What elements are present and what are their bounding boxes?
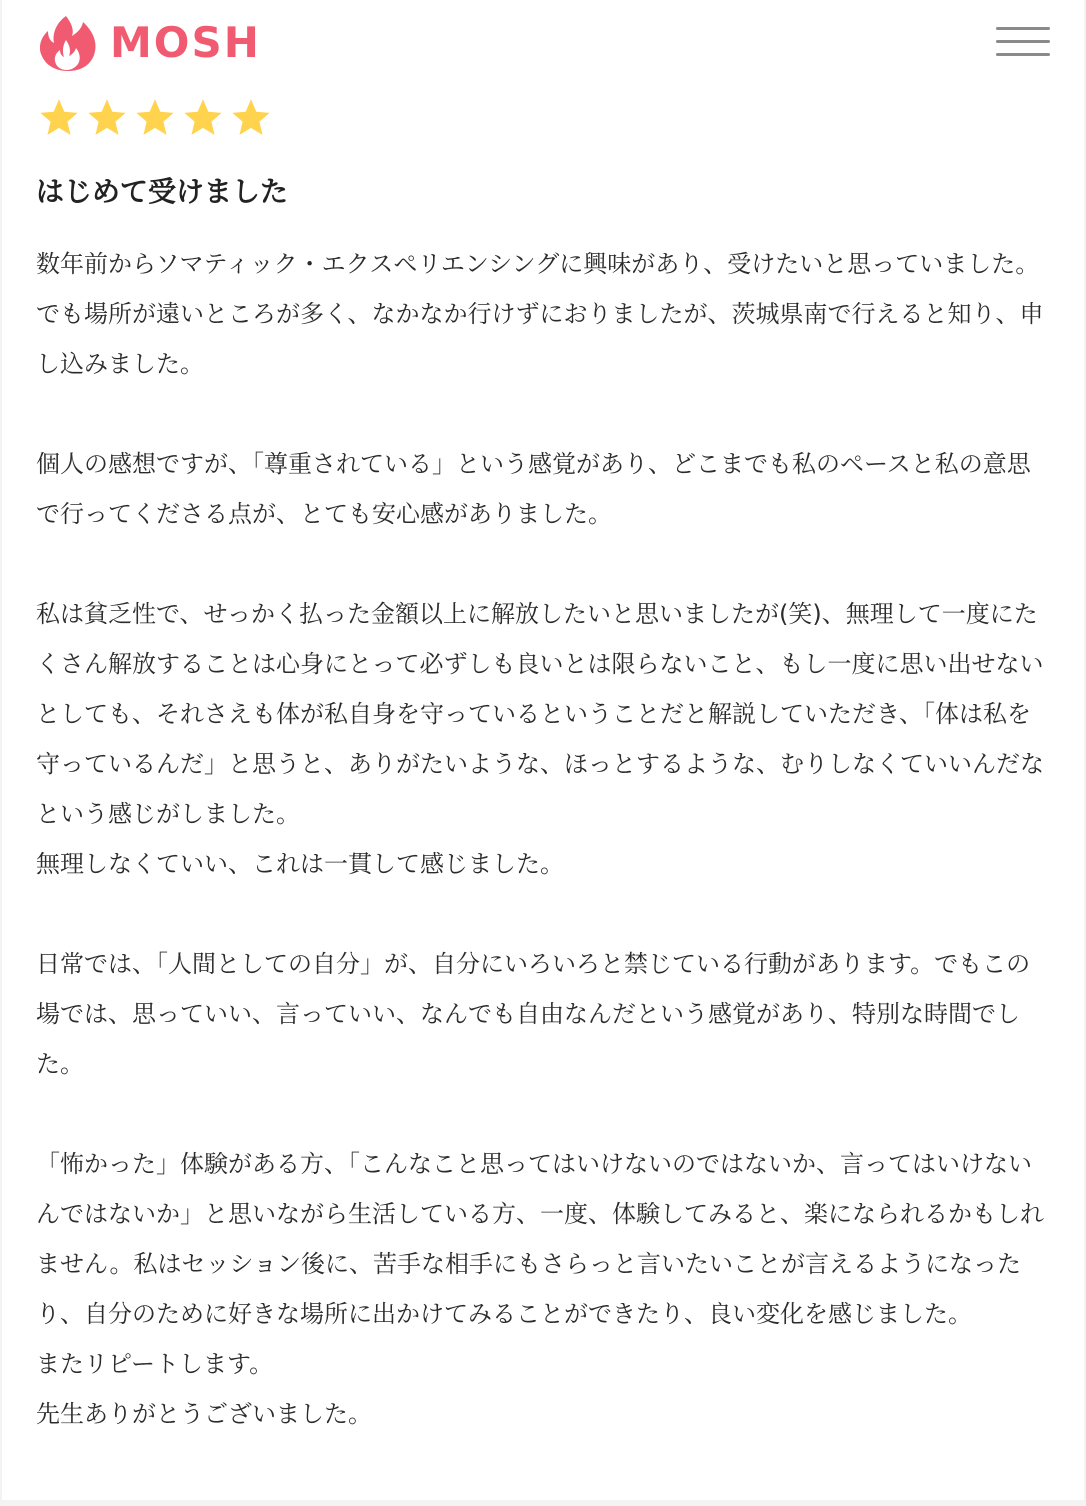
header	[2, 0, 1084, 90]
star-icon	[180, 96, 226, 140]
review-paragraph: またリピートします。	[36, 1350, 274, 1378]
star-icon	[132, 96, 178, 140]
review-title: はじめて受けました	[36, 175, 289, 208]
review-paragraph: 私は貧乏性で、せっかく払った金額以上に解放したいと思いましたが(笑)、無理して一度にたくさん解放することは心身にとって必ずしも良いとは限らないこと、もし一度に思い出せないとしても、それさえも体が私自身を守っているということだと解説していただき、「体は私を守っているんだ」と思うと、ありがたいような、ほっとするような、むりしなくていいんだなという感じがしました。	[36, 600, 1044, 828]
review-paragraph: 日常では、「人間としての自分」が、自分にいろいろと禁じている行動があります。でもこの場では、思っていい、言っていい、なんでも自由なんだという感覚があり、特別な時間でした。	[36, 950, 1031, 1078]
star-icon	[36, 96, 82, 140]
menu-bar	[996, 53, 1050, 56]
star-rating	[36, 96, 276, 140]
review-body	[36, 239, 1048, 1439]
menu-bar	[996, 27, 1050, 30]
review-paragraph: 数年前からソマティック・エクスペリエンシングに興味があり、受けたいと思っていました。でも場所が遠いところが多く、なかなか行けずにおりましたが、茨城県南で行えると知り、申し込みました。	[36, 250, 1044, 378]
review-paragraph: 「怖かった」体験がある方、「こんなこと思ってはいけないのではないか、言ってはいけないんではないか」と思いながら生活している方、一度、体験してみると、楽になられるかもしれません。私はセッション後に、苦手な相手にもさらっと言いたいことが言えるようになったり、自分のために好きな場所に出かけてみることができたり、良い変化を感じました。	[36, 1150, 1044, 1328]
review-paragraph: 無理しなくていい、これは一貫して感じました。	[36, 850, 564, 878]
menu-bar	[996, 40, 1050, 43]
review-paragraph: 個人の感想ですが、「尊重されている」という感覚があり、どこまでも私のペースと私の意思で行ってくださる点が、とても安心感がありました。	[36, 450, 1031, 528]
star-icon	[228, 96, 274, 140]
hamburger-menu-icon[interactable]	[996, 24, 1050, 60]
brand-name: MOSH	[110, 18, 261, 67]
review-page	[2, 0, 1084, 1500]
review-paragraph: 先生ありがとうございました。	[36, 1400, 372, 1428]
star-icon	[84, 96, 130, 140]
flame-icon	[36, 14, 100, 72]
brand-logo[interactable]	[36, 14, 261, 72]
